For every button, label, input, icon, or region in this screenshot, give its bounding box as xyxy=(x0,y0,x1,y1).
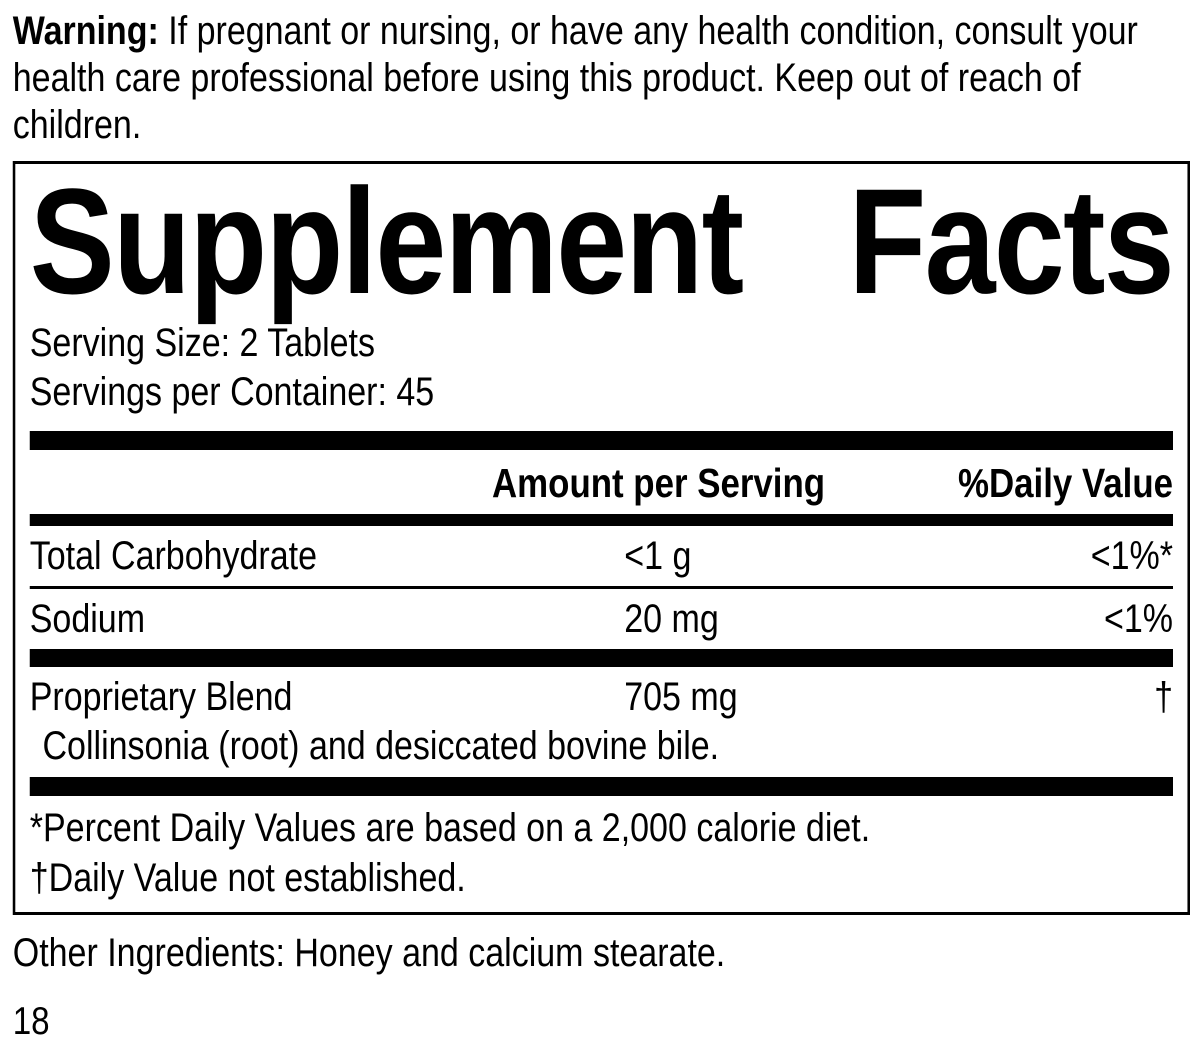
separator-bar-thick-1 xyxy=(30,431,1173,450)
servings-per-container-line: Servings per Container: 45 xyxy=(29,370,435,414)
nutrient-dv: <1% xyxy=(1104,597,1173,641)
warning-paragraph xyxy=(13,8,1190,149)
proprietary-blend-row xyxy=(30,667,1173,720)
separator-bar-thick-2 xyxy=(30,514,1173,526)
table-row xyxy=(30,589,1173,649)
blend-name: Proprietary Blend xyxy=(29,675,293,719)
blend-amount: 705 mg xyxy=(624,675,738,719)
panel-title-word-facts: Facts xyxy=(848,157,1173,325)
panel-title-word-supplement: Supplement xyxy=(29,157,743,325)
footnote-percent-daily-value: *Percent Daily Values are based on a 2,000 calorie diet. xyxy=(29,806,871,850)
serving-size-line: Serving Size: 2 Tablets xyxy=(29,321,375,365)
other-ingredients-line: Other Ingredients: Honey and calcium stearate. xyxy=(12,931,726,975)
header-spacer xyxy=(30,460,407,506)
panel-title xyxy=(29,157,1173,325)
header-daily-value: %Daily Value xyxy=(957,460,1173,506)
separator-bar-thick-4 xyxy=(30,777,1173,796)
warning-text: If pregnant or nursing, or have any health condition, consult your health care professional before using this product. Keep out of reach of children. xyxy=(12,9,1138,147)
nutrient-amount: <1 g xyxy=(624,534,692,578)
nutrient-name: Total Carbohydrate xyxy=(29,534,318,578)
nutrient-amount: 20 mg xyxy=(624,597,719,641)
nutrient-name: Sodium xyxy=(29,597,146,641)
table-row xyxy=(30,526,1173,589)
header-amount-per-serving: Amount per Serving xyxy=(492,460,826,506)
footnote-daily-value-not-established: †Daily Value not established. xyxy=(29,856,466,900)
blend-ingredients-line: Collinsonia (root) and desiccated bovine bile. xyxy=(42,724,720,768)
separator-bar-thick-3 xyxy=(30,649,1173,667)
supplement-facts-panel xyxy=(13,157,1190,915)
page-number: 18 xyxy=(12,1000,50,1043)
table-header-row xyxy=(30,450,1173,514)
nutrient-dv: <1%* xyxy=(1090,534,1173,578)
blend-dv-dagger: † xyxy=(1154,675,1173,719)
warning-label: Warning: xyxy=(12,9,159,53)
